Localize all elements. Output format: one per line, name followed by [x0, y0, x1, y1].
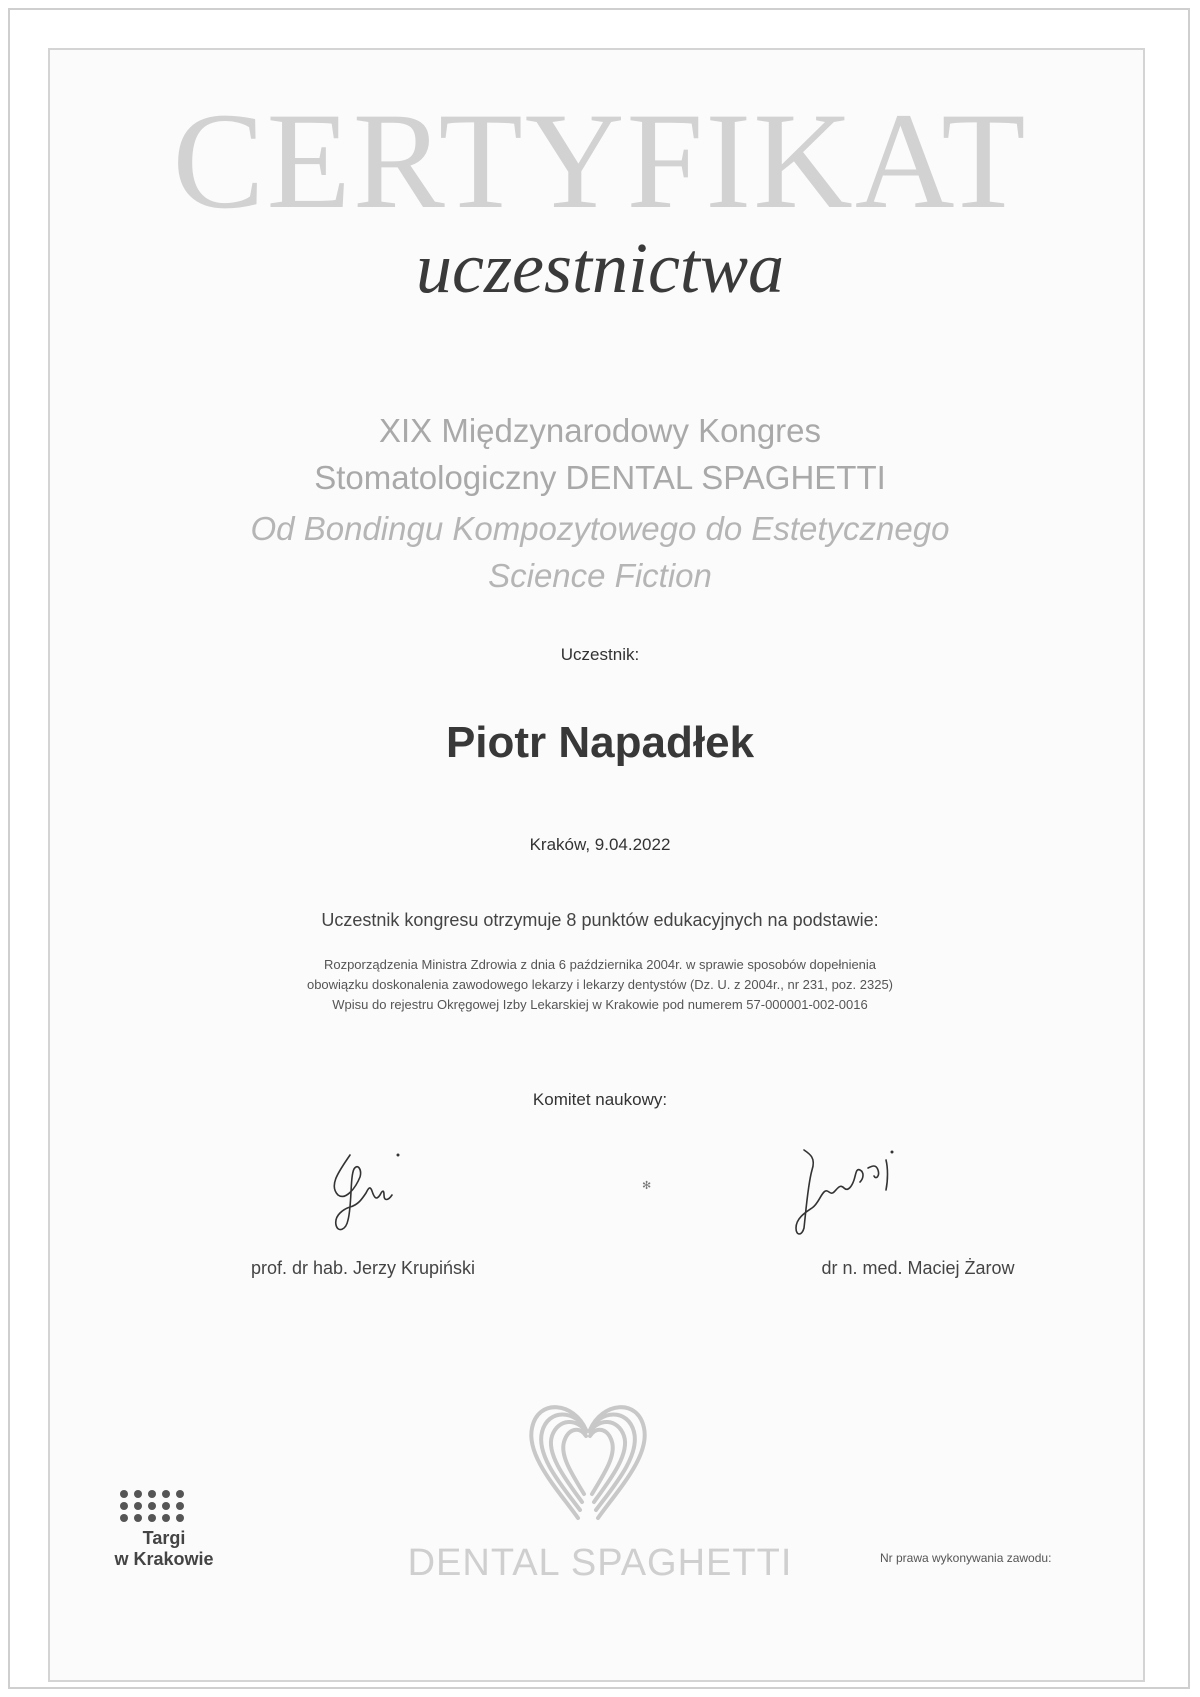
organizer-name	[104, 1528, 224, 1569]
congress-line-4: Science Fiction	[488, 557, 712, 594]
congress-line-1: XIX Międzynarodowy Kongres	[378, 412, 822, 449]
certificate-subtitle: uczestnictwa	[416, 228, 784, 308]
signature-left	[320, 1135, 410, 1240]
signer-name-right: dr n. med. Maciej Żarow	[821, 1258, 1015, 1278]
legal-basis-line: Rozporządzenia Ministra Zdrowia z dnia 6 października 2004r. w sprawie sposobów dopełnienia	[323, 957, 877, 972]
organizer-dots-icon	[120, 1490, 254, 1522]
dental-spaghetti-wordmark: DENTAL SPAGHETTI	[407, 1542, 793, 1584]
license-number-label: Nr prawa wykonywania zawodu:	[880, 1551, 1052, 1565]
congress-line-2: Stomatologiczny DENTAL SPAGHETTI	[314, 459, 886, 496]
signer-name-left: prof. dr hab. Jerzy Krupiński	[250, 1258, 476, 1278]
organizer-name-line-2: w Krakowie	[114, 1548, 214, 1569]
organizer-logo	[104, 1490, 254, 1569]
place-date: Kraków, 9.04.2022	[529, 835, 671, 854]
points-statement: Uczestnik kongresu otrzymuje 8 punktów edukacyjnych na podstawie:	[321, 910, 879, 930]
participant-label: Uczestnik:	[560, 645, 640, 664]
dental-spaghetti-emblem-icon	[518, 1390, 658, 1530]
congress-line-3: Od Bondingu Kompozytowego do Estetycznego	[250, 510, 950, 547]
stray-mark: ✻	[642, 1180, 652, 1192]
organizer-name-line-1: Targi	[142, 1528, 186, 1548]
participant-name: Piotr Napadłek	[445, 718, 755, 767]
signature-right	[790, 1140, 900, 1245]
committee-label: Komitet naukowy:	[532, 1090, 668, 1109]
certificate-title: CERTYFIKAT	[172, 84, 1028, 237]
legal-basis-line: obowiązku doskonalenia zawodowego lekarzy i lekarzy dentystów (Dz. U. z 2004r., nr 231, poz. 2325)	[306, 977, 894, 992]
legal-basis-line: Wpisu do rejestru Okręgowej Izby Lekarskiej w Krakowie pod numerem 57-000001-002-0016	[332, 997, 868, 1012]
